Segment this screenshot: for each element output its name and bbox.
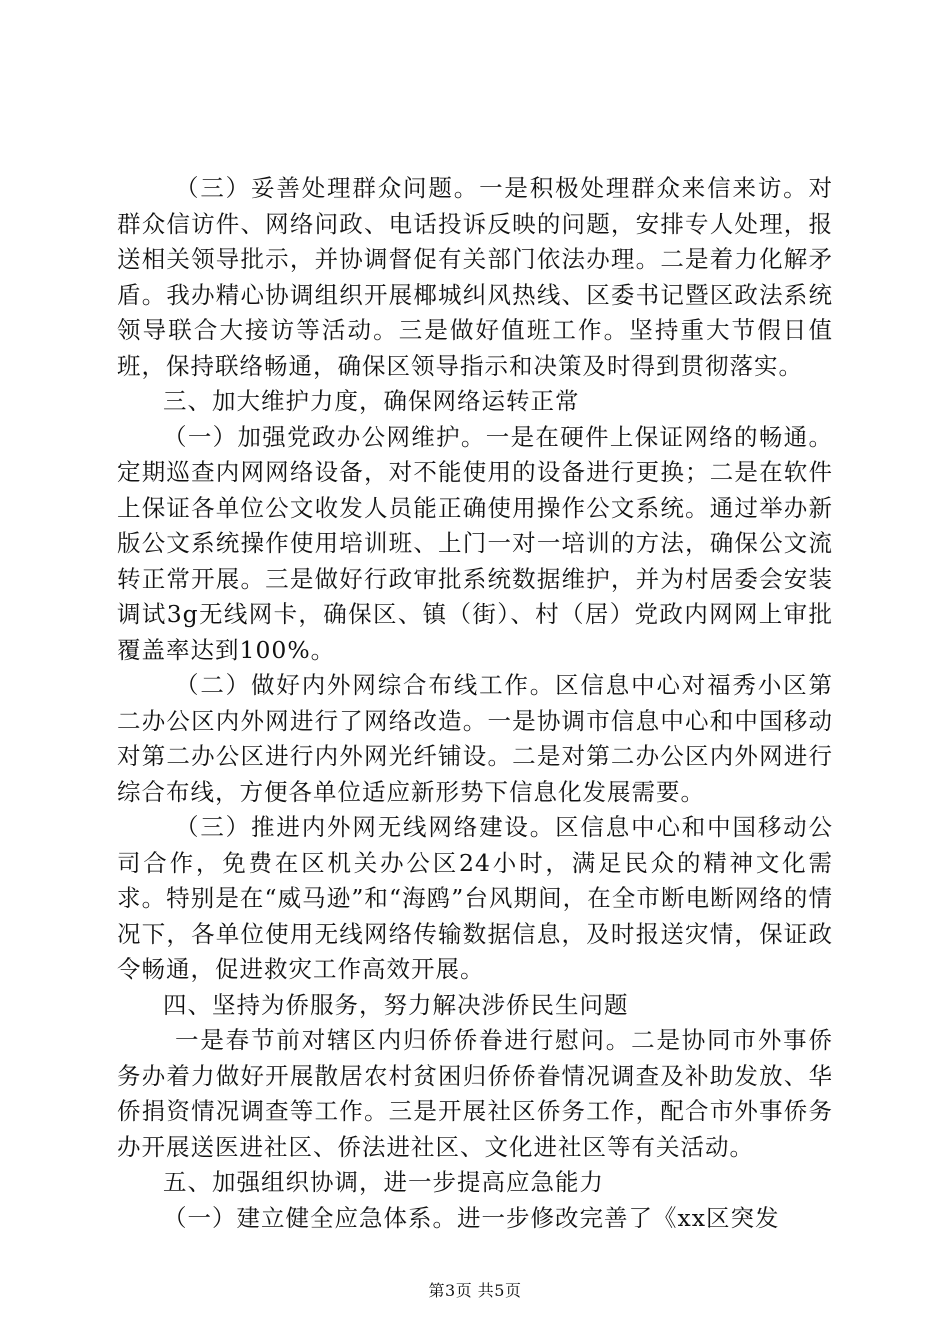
section-heading-network-maintenance: 三、加大维护力度，确保网络运转正常 xyxy=(163,387,580,415)
paragraph-cabling-work: （二）做好内外网综合布线工作。区信息中心对福秀小区第二办公区内外网进行了网络改造。一是协调市信息中心和中国移动对第二办公区进行内外网光纤铺设。二是对第二办公区内外网进行综合布线，方便各单位适应新形势下信息化发展需要。 xyxy=(117,671,833,806)
paragraph-emergency-system: （一）建立健全应急体系。进一步修改完善了《xx区突发 xyxy=(163,1203,780,1232)
section-heading-overseas-chinese-service: 四、坚持为侨服务，努力解决涉侨民生问题 xyxy=(163,990,629,1019)
section-heading-emergency-capacity: 五、加强组织协调，进一步提高应急能力 xyxy=(163,1168,604,1196)
paragraph-overseas-chinese-work: 一是春节前对辖区内归侨侨眷进行慰问。二是协同市外事侨务办着力做好开展散居农村贫困归侨侨眷情况调查及补助发放、华侨捐资情况调查等工作。三是开展社区侨务工作，配合市外事侨务办开展送医进社区、侨法进社区、文化进社区等有关活动。 xyxy=(117,1026,833,1161)
paragraph-wireless-network: （三）推进内外网无线网络建设。区信息中心和中国移动公司合作，免费在区机关办公区24小时，满足民众的精神文化需求。特别是在“威马逊”和“海鸥”台风期间，在全市断电断网络的情况下，各单位使用无线网络传输数据信息，及时报送灾情，保证政令畅通，促进救灾工作高效开展。 xyxy=(117,813,833,983)
paragraph-handle-public-issues: （三）妥善处理群众问题。一是积极处理群众来信来访。对群众信访件、网络问政、电话投诉反映的问题，安排专人处理，报送相关领导批示，并协调督促有关部门依法办理。二是着力化解矛盾。我办精心协调组织开展椰城纠风热线、区委书记暨区政法系统领导联合大接访等活动。三是做好值班工作。坚持重大节假日值班，保持联络畅通，确保区领导指示和决策及时得到贯彻落实。 xyxy=(117,174,833,380)
page-number-footer: 第3页 共5页 xyxy=(428,1281,522,1300)
document-body xyxy=(117,171,833,1236)
paragraph-office-network-maintenance: （一）加强党政办公网维护。一是在硬件上保证网络的畅通。定期巡查内网网络设备，对不能使用的设备进行更换；二是在软件上保证各单位公文收发人员能正确使用操作公文系统。通过举办新版公文系统操作使用培训班、上门一对一培训的方法，确保公文流转正常开展。三是做好行政审批系统数据维护，并为村居委会安装调试3g无线网卡，确保区、镇（街）、村（居）党政内网网上审批覆盖率达到100%。 xyxy=(117,422,833,664)
